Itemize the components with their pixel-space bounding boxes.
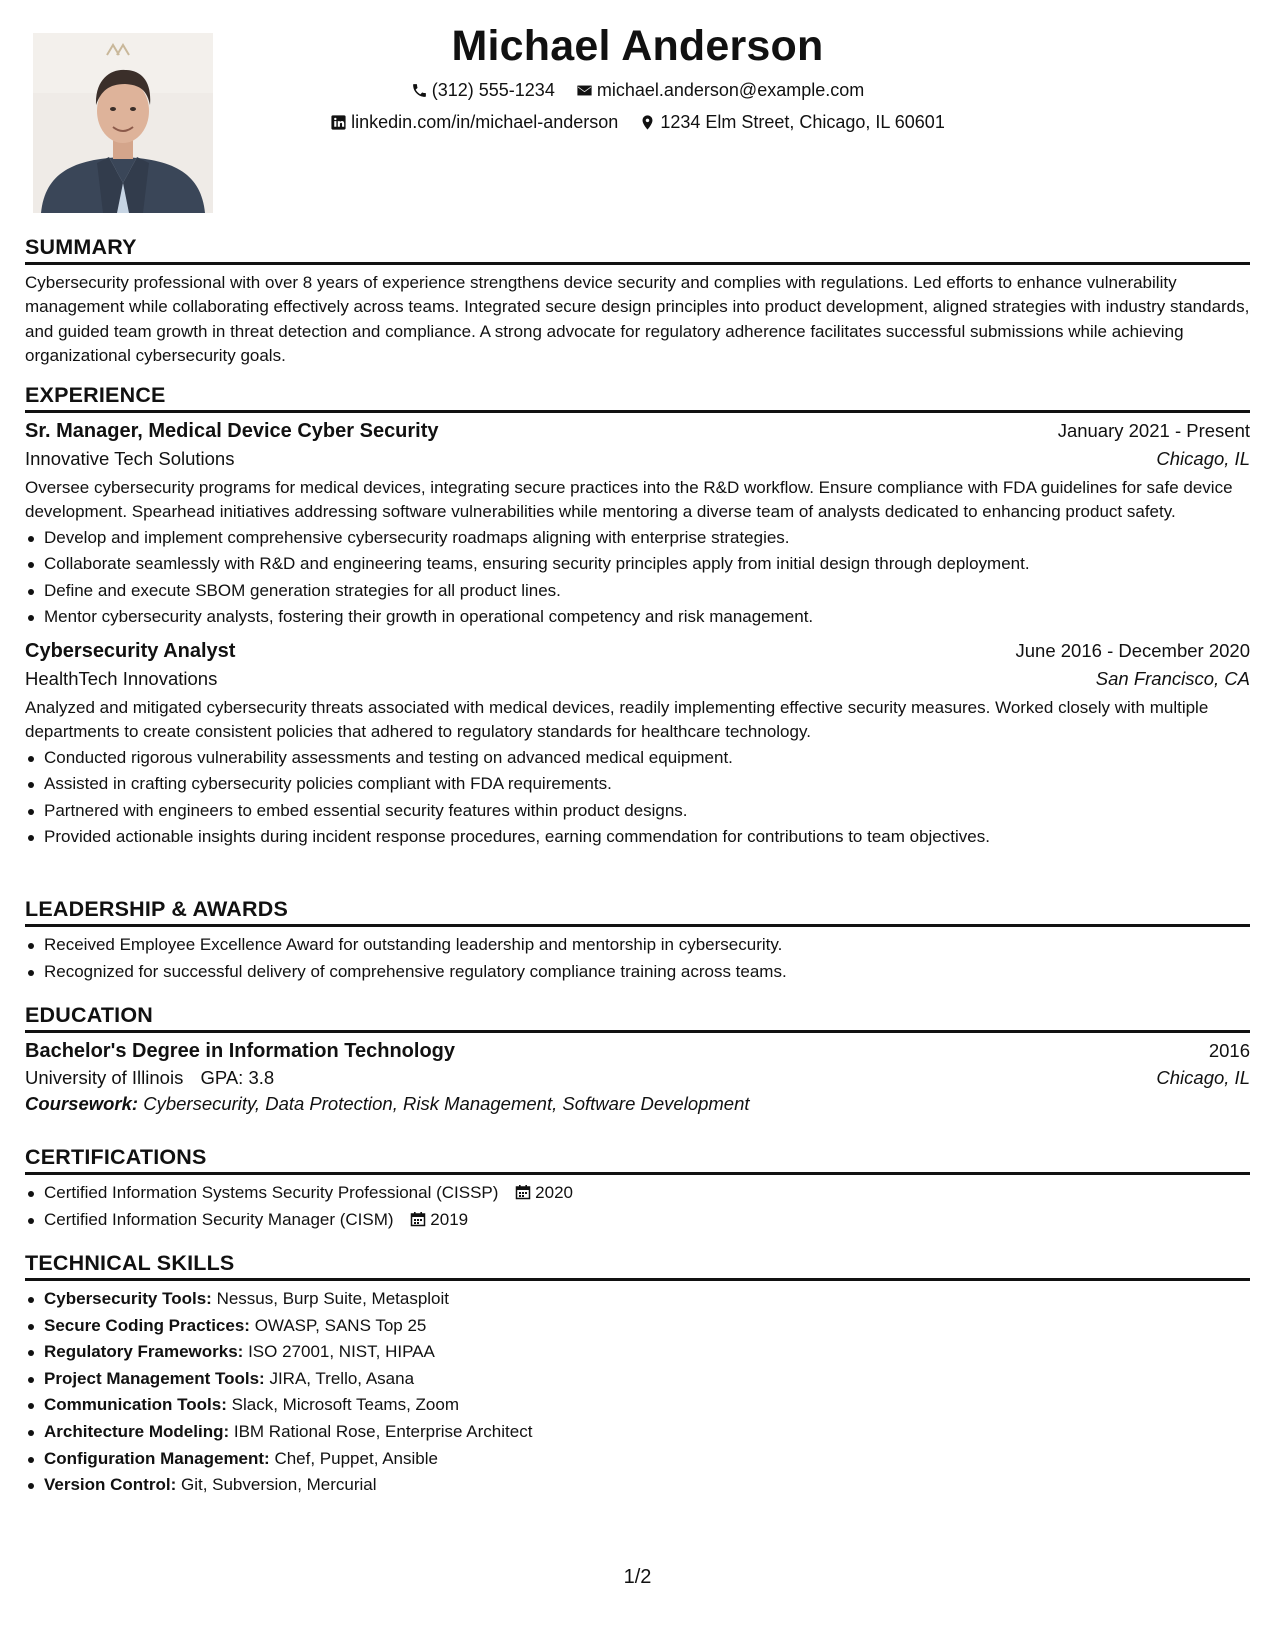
skill-value: OWASP, SANS Top 25 [254, 1315, 427, 1335]
list-item: Provided actionable insights during incident response procedures, earning commendation for contributions to team objectives. [25, 824, 1250, 851]
job-company: HealthTech Innovations [25, 667, 218, 689]
list-item: Assisted in crafting cybersecurity policies compliant with FDA requirements. [25, 771, 1250, 798]
leadership-list [25, 932, 1250, 985]
address-text: 1234 Elm Street, Chicago, IL 60601 [660, 112, 945, 132]
job-subheader [25, 448, 1250, 470]
job-location: Chicago, IL [1156, 448, 1250, 469]
section-title: LEADERSHIP & AWARDS [25, 897, 289, 921]
list-item [25, 1366, 1250, 1393]
section-title: EXPERIENCE [25, 383, 166, 407]
job-title: Sr. Manager, Medical Device Cyber Security [25, 420, 439, 442]
job-header [25, 640, 1250, 663]
skills-list [25, 1286, 1250, 1499]
skills-section [25, 1249, 1250, 1499]
job-header [25, 420, 1250, 443]
school-line [25, 1067, 274, 1089]
summary-text: Cybersecurity professional with over 8 years of experience strengthens device security and complies with regulations. Led efforts to enhance vulnerability management while collaborating effectively across teams. Integrated secure design principles into product development, aligned strategies with industry standards, and guided team growth in threat detection and compliance. A strong advocate for regulatory adherence facilitates successful submissions while achieving organizational cybersecurity goals. [25, 273, 1250, 365]
skill-label: Configuration Management: [44, 1448, 270, 1468]
skill-value: IBM Rational Rose, Enterprise Architect [233, 1421, 533, 1441]
coursework-text: Cybersecurity, Data Protection, Risk Management, Software Development [143, 1093, 750, 1114]
list-item: Develop and implement comprehensive cybersecurity roadmaps aligning with enterprise strategies. [25, 525, 1250, 552]
list-item: Recognized for successful delivery of comprehensive regulatory compliance training across teams. [25, 959, 1250, 986]
section-divider [25, 1172, 1250, 1175]
job-subheader [25, 668, 1250, 690]
job-entry [25, 420, 1250, 631]
section-divider [25, 1278, 1250, 1281]
section-title: TECHNICAL SKILLS [25, 1251, 235, 1275]
skill-value: Slack, Microsoft Teams, Zoom [231, 1395, 459, 1415]
skill-label: Communication Tools: [44, 1395, 227, 1415]
experience-section [25, 381, 1250, 851]
skill-label: Cybersecurity Tools: [44, 1289, 212, 1308]
certification-year: 2020 [535, 1183, 573, 1202]
list-item [25, 1419, 1250, 1446]
job-location: San Francisco, CA [1095, 667, 1250, 689]
list-item [25, 1313, 1250, 1340]
map-pin-icon [639, 114, 656, 131]
contact-row-primary [0, 80, 1275, 104]
list-item: Mentor cybersecurity analysts, fostering their growth in operational competency and risk management. [25, 604, 1250, 631]
skill-value: Chef, Puppet, Ansible [274, 1448, 438, 1468]
address-contact [639, 112, 945, 133]
phone-contact[interactable] [411, 80, 555, 101]
section-divider [25, 924, 1250, 927]
certification-name: Certified Information Systems Security Professional (CISSP) [44, 1183, 499, 1202]
list-item [25, 1392, 1250, 1419]
envelope-icon [576, 82, 593, 99]
skill-value: ISO 27001, NIST, HIPAA [248, 1342, 435, 1362]
linkedin-icon [330, 114, 347, 131]
list-item: Conducted rigorous vulnerability assessments and testing on advanced medical equipment. [25, 745, 1250, 772]
email-text: michael.anderson@example.com [596, 80, 865, 100]
certification-year: 2019 [430, 1209, 469, 1229]
certification-name: Certified Information Security Manager (CISM) [44, 1209, 394, 1229]
coursework-line [25, 1093, 1250, 1115]
list-item: Collaborate seamlessly with R&D and engineering teams, ensuring security principles apply from initial design through deployment. [25, 551, 1250, 578]
job-dates: June 2016 - December 2020 [1015, 639, 1250, 661]
list-item [25, 1180, 1250, 1207]
education-section [25, 1001, 1250, 1115]
school-location: Chicago, IL [1156, 1067, 1250, 1088]
phone-text: (312) 555-1234 [431, 80, 555, 100]
gpa: GPA: 3.8 [200, 1067, 275, 1088]
calendar-icon [515, 1184, 531, 1200]
list-item: Define and execute SBOM generation strategies for all product lines. [25, 578, 1250, 605]
section-divider [25, 262, 1250, 265]
linkedin-contact[interactable] [330, 112, 618, 133]
job-bullets [25, 525, 1250, 631]
coursework-label: Coursework: [25, 1093, 139, 1114]
job-bullets [25, 745, 1250, 851]
skill-value: Git, Subversion, Mercurial [180, 1475, 377, 1495]
graduation-year: 2016 [1208, 1040, 1250, 1061]
section-title: CERTIFICATIONS [25, 1145, 207, 1169]
linkedin-text: linkedin.com/in/michael-anderson [351, 112, 619, 132]
school-name: University of Illinois [25, 1067, 184, 1088]
section-divider [25, 410, 1250, 413]
job-company: Innovative Tech Solutions [25, 448, 235, 469]
section-title: SUMMARY [25, 235, 137, 259]
summary-section [25, 233, 1250, 368]
skill-label: Version Control: [44, 1475, 177, 1495]
job-title: Cybersecurity Analyst [25, 639, 236, 662]
skill-label: Secure Coding Practices: [44, 1315, 250, 1335]
candidate-name: Michael Anderson [451, 22, 824, 70]
job-description: Oversee cybersecurity programs for medical devices, integrating secure practices into the R&D workflow. Ensure compliance with FDA guidelines for safe device development. Spearhead initiatives addressing software vulnerabilities while mentoring a diverse team of analysts dedicated to enhancing product safety. [25, 478, 1233, 522]
degree-title: Bachelor's Degree in Information Technology [25, 1040, 456, 1062]
certifications-section [25, 1143, 1250, 1233]
contact-row-secondary [0, 112, 1275, 136]
list-item [25, 1472, 1250, 1499]
job-description: Analyzed and mitigated cybersecurity threats associated with medical devices, readily implementing effective security measures. Worked closely with multiple departments to create consistent policies that adhered to regulatory standards for healthcare technology. [25, 697, 1209, 742]
certifications-list [25, 1180, 1250, 1233]
phone-icon [411, 82, 428, 99]
skill-label: Architecture Modeling: [44, 1421, 230, 1441]
list-item: Received Employee Excellence Award for outstanding leadership and mentorship in cybersecurity. [25, 932, 1250, 959]
job-dates: January 2021 - Present [1057, 420, 1250, 441]
education-header [25, 1040, 1250, 1063]
list-item [25, 1339, 1250, 1366]
list-item [25, 1446, 1250, 1473]
section-divider [25, 1030, 1250, 1033]
leadership-section [25, 895, 1250, 985]
email-contact[interactable] [576, 80, 864, 101]
skill-label: Project Management Tools: [44, 1368, 265, 1388]
skill-value: JIRA, Trello, Asana [269, 1368, 415, 1388]
list-item [25, 1286, 1250, 1313]
list-item [25, 1207, 1250, 1234]
education-subheader [25, 1067, 1250, 1089]
skill-label: Regulatory Frameworks: [44, 1342, 244, 1362]
list-item: Partnered with engineers to embed essential security features within product designs. [25, 798, 1250, 825]
skill-value: Nessus, Burp Suite, Metasploit [216, 1289, 450, 1308]
section-title: EDUCATION [25, 1003, 154, 1027]
calendar-icon [410, 1211, 426, 1227]
job-entry [25, 640, 1250, 851]
page-number: 1/2 [623, 1566, 652, 1588]
